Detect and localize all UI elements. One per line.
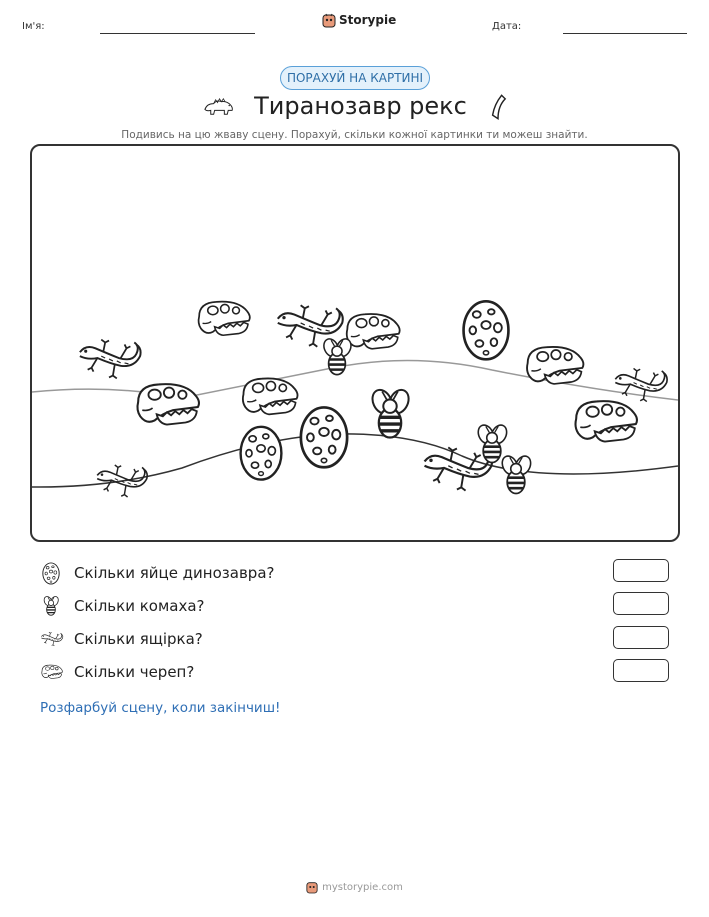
- question-text: Скільки яйце динозавра?: [74, 564, 275, 582]
- question-row: [40, 626, 203, 652]
- footer: [0, 880, 709, 894]
- date-label: Дата:: [492, 21, 522, 32]
- answer-box-skulls[interactable]: [613, 659, 669, 682]
- instructions: Подивись на цю жваву сцену. Порахуй, скільки кожної картинки ти можеш знайти.: [121, 129, 588, 141]
- counting-scene: [30, 144, 680, 542]
- trex-skull: [137, 384, 199, 424]
- bee: [369, 387, 412, 438]
- activity-badge: ПОРАХУЙ НА КАРТИНІ: [280, 66, 430, 90]
- lizard: [80, 340, 141, 379]
- question-text: Скільки ящірка?: [74, 630, 203, 648]
- lizard: [97, 465, 147, 497]
- answer-box-lizards[interactable]: [613, 626, 669, 649]
- question-row: [40, 593, 204, 619]
- trex-skull: [575, 401, 637, 441]
- dinosaur-icon: [202, 94, 236, 120]
- trex-skull: [243, 378, 298, 414]
- question-row: [40, 560, 274, 586]
- claw-icon: [489, 93, 507, 121]
- dinosaur-egg: [464, 301, 509, 359]
- title-text: Тиранозавр рекс: [254, 92, 467, 120]
- date-line[interactable]: [563, 33, 687, 34]
- trex-skull: [527, 347, 583, 384]
- trex-skull: [347, 314, 400, 349]
- question-text: Скільки череп?: [74, 663, 195, 681]
- dinosaur-egg: [241, 427, 282, 480]
- question-row: [40, 659, 194, 685]
- scene-illustration: [32, 146, 678, 540]
- dinosaur-egg: [301, 407, 347, 467]
- lizard-icon: [40, 630, 64, 648]
- coloring-note: Розфарбуй сцену, коли закінчиш!: [40, 700, 281, 716]
- question-text: Скільки комаха?: [74, 597, 205, 615]
- bee-icon: [40, 595, 62, 617]
- page-title: [0, 92, 709, 121]
- brand-name: Storypie: [339, 13, 397, 27]
- storypie-mascot-icon: [322, 12, 336, 28]
- dinosaur-egg-icon: [40, 561, 62, 585]
- trex-skull-icon: [40, 662, 64, 682]
- lizard: [615, 368, 667, 401]
- storypie-mascot-icon: [306, 880, 318, 894]
- bee: [499, 454, 533, 494]
- brand-logo: [322, 12, 396, 28]
- name-line[interactable]: [100, 33, 255, 34]
- footer-url[interactable]: mystorypie.com: [322, 881, 403, 893]
- trex-skull: [199, 302, 250, 336]
- answer-box-insects[interactable]: [613, 592, 669, 615]
- answer-box-eggs[interactable]: [613, 559, 669, 582]
- name-label: Ім'я:: [22, 21, 45, 32]
